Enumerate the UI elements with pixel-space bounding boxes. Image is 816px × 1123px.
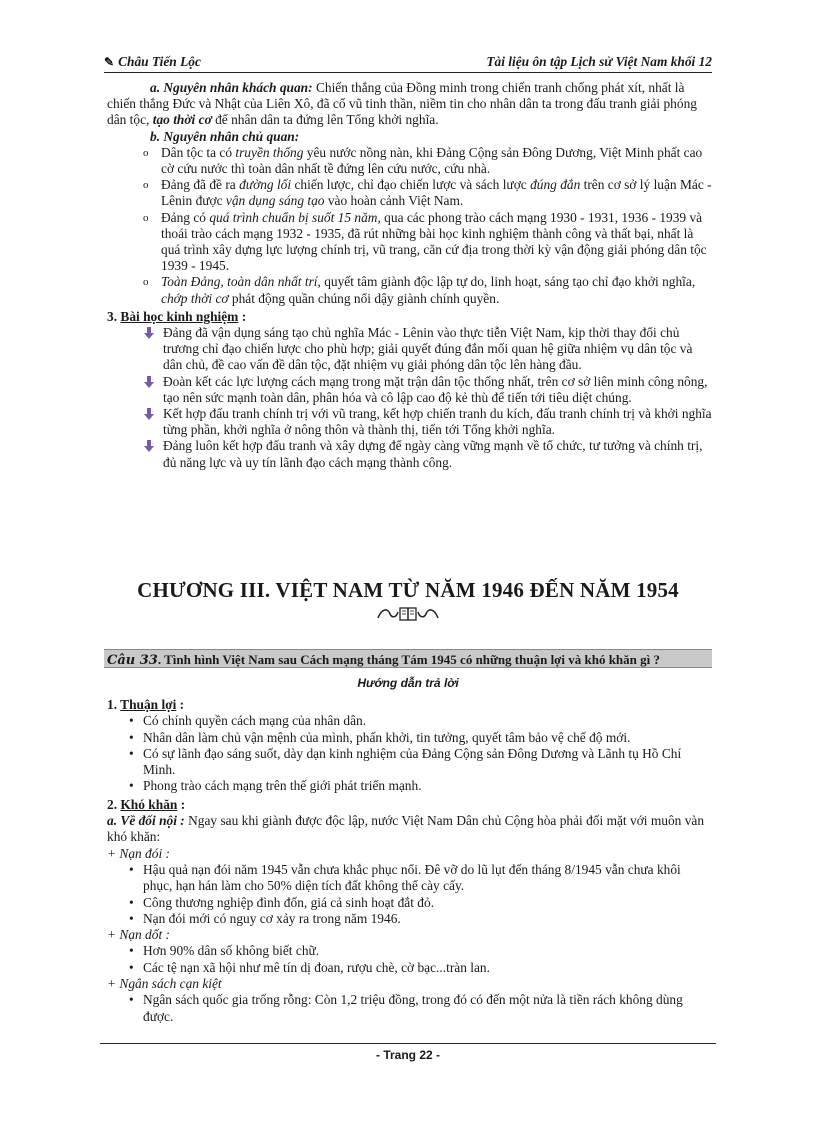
list-item: • Nhân dân làm chủ vận mệnh của mình, phấn khởi, tin tưởng, quyết tâm bảo vệ chế độ mới. xyxy=(107,730,713,746)
author-name: Châu Tiến Lộc xyxy=(118,54,201,69)
list-item: • Có chính quyền cách mạng của nhân dân. xyxy=(107,713,713,729)
arrow-down-icon xyxy=(143,376,155,388)
list-item: • Công thương nghiệp đình đốn, giá cả sinh hoạt đắt đỏ. xyxy=(107,895,713,911)
list-item: • Ngân sách quốc gia trống rỗng: Còn 1,2 triệu đồng, trong đó có đến một nửa là tiền rách không dùng được. xyxy=(107,992,713,1025)
arrow-down-icon xyxy=(143,440,155,452)
list-item: o Dân tộc ta có truyền thống yêu nước nồng nàn, khi Đảng Cộng sản Đông Dương, Việt Minh phất cao cờ cứu nước thì toàn dân nhất tề đứng lên cứu nước, cứu nhà. xyxy=(143,144,703,177)
list-item: Kết hợp đấu tranh chính trị với vũ trang, kết hợp chiến tranh du kích, đấu tranh chính trị và khởi nghĩa từng phần, khởi nghĩa ở nông thôn và thành thị, tiến tới Tổng khởi nghĩa. xyxy=(107,406,713,438)
book-ornament-icon xyxy=(0,606,816,627)
answer-section xyxy=(107,695,713,1025)
list-item: Đảng luôn kết hợp đấu tranh và xây dựng để ngày càng vững mạnh về tổ chức, tư tưởng và chính trị, đủ năng lực và uy tín lãnh đạo cách mạng thành công. xyxy=(107,438,713,470)
circle-bullet-icon: o xyxy=(143,211,149,224)
pen-icon: ✎ xyxy=(104,54,115,69)
list-item: o Toàn Đảng, toàn dân nhất trí, quyết tâm giành độc lập tự do, linh hoạt, sáng tạo chỉ đạo khởi nghĩa, chớp thời cơ phát động quần chúng nổi dậy giành chính quyền. xyxy=(143,274,696,306)
answer-guide-label: Hướng dẫn trả lời xyxy=(357,676,459,690)
lessons-list xyxy=(107,325,713,471)
arrow-down-icon xyxy=(143,327,155,339)
budget-label: + Ngân sách cạn kiệt xyxy=(107,976,222,992)
list-item: Đoàn kết các lực lượng cách mạng trong mặt trận dân tộc thống nhất, trên cơ sở liên minh công nông, tạo nên sức mạnh toàn dân, phân hóa và cô lập cao độ kẻ thù để tiến tới tiêu diệt chúng. xyxy=(107,374,713,406)
budget-list xyxy=(107,992,713,1025)
chapter-title: CHƯƠNG III. VIỆT NAM TỪ NĂM 1946 ĐẾN NĂM 1954 xyxy=(137,578,679,602)
difficulties-heading: 2. Khó khăn : xyxy=(107,796,186,812)
list-item: Đảng đã vận dụng sáng tạo chủ nghĩa Mác - Lênin vào thực tiễn Việt Nam, kịp thời thay đổi chủ trương chỉ đạo chiến lược cho phù hợp; giải quyết đúng đắn mối quan hệ giữa nhiệm vụ dân tộc và dân chủ, đề cao vấn đề dân tộc, đặt nhiệm vụ giải phóng dân tộc lên hàng đầu. xyxy=(107,325,713,374)
objective-cause-paragraph: a. Nguyên nhân khách quan: Chiến thắng của Đồng minh trong chiến tranh chống phát xít, nhất là chiến thắng Đức và Nhật của Liên Xô, đã cổ vũ tinh thần, niềm tin cho nhân dân ta trong đấu tranh giải phóng dân tộc, tạo thời cơ để nhân dân ta đứng lên Tổng khởi nghĩa. xyxy=(107,80,697,128)
famine-label: + Nạn đói : xyxy=(107,845,170,861)
page-number: - Trang 22 - xyxy=(375,1048,440,1062)
subjective-cause-heading: b. Nguyên nhân chủ quan: xyxy=(150,128,300,144)
advantages-heading: 1. Thuận lợi : xyxy=(107,697,185,712)
subjective-cause-list xyxy=(107,145,713,307)
question-text: . Tình hình Việt Nam sau Cách mạng tháng Tám 1945 có những thuận lợi và khó khăn gì ? xyxy=(157,652,661,667)
circle-bullet-icon: o xyxy=(143,146,149,159)
famine-list xyxy=(107,862,713,927)
circle-bullet-icon: o xyxy=(143,276,149,289)
list-item: • Phong trào cách mạng trên thế giới phát triển mạnh. xyxy=(107,778,713,794)
list-item: • Có sự lãnh đạo sáng suốt, dày dạn kinh nghiệm của Đảng Cộng sản Đông Dương và Lãnh tụ Hồ Chí Minh. xyxy=(107,746,713,779)
lessons-heading: 3. Bài học kinh nghiệm : xyxy=(107,308,247,324)
page-footer xyxy=(100,1043,716,1062)
list-item: • Các tệ nạn xã hội như mê tín dị đoan, rượu chè, cờ bạc...tràn lan. xyxy=(107,960,713,976)
list-item: • Hơn 90% dân số không biết chữ. xyxy=(107,943,713,959)
page-header xyxy=(104,50,712,73)
list-item: o Đảng đã đề ra đường lối chiến lược, chỉ đạo chiến lược và sách lược đúng đắn trên cơ sở lý luận Mác - Lênin được vận dụng sáng tạo vào hoàn cảnh Việt Nam. xyxy=(143,177,712,209)
illiteracy-list xyxy=(107,943,713,976)
document-title: Tài liệu ôn tập Lịch sử Việt Nam khối 12 xyxy=(486,54,712,69)
arrow-down-icon xyxy=(143,408,155,420)
illiteracy-label: + Nạn dốt : xyxy=(107,927,170,943)
question-bar xyxy=(104,649,712,668)
advantages-list xyxy=(107,713,713,794)
question-label: Câu 33 xyxy=(107,653,158,668)
list-item: • Nạn đói mới có nguy cơ xảy ra trong năm 1946. xyxy=(107,911,713,927)
list-item: o Đảng có quá trình chuẩn bị suốt 15 năm, qua các phong trào cách mạng 1930 - 1931, 1936 - 1939 và thoái trào cách mạng 1932 - 1935, đã rút những bài học kinh nghiệm thành công và thất bại, nhất là quá trình xây dựng lực lượng chính trị, vũ trang, căn cứ địa trong thời kỳ vận động giải phóng dân tộc 1939 - 1945. xyxy=(143,209,707,274)
list-item: • Hậu quả nạn đói năm 1945 vẫn chưa khắc phục nổi. Đê vỡ do lũ lụt đến tháng 8/1945 vẫn chưa khôi phục, hạn hán làm cho 50% diện tích đất không thể cày cấy. xyxy=(107,862,713,895)
domestic-paragraph: a. Về đối nội : Ngay sau khi giành được độc lập, nước Việt Nam Dân chủ Cộng hòa phải đối mặt với muôn vàn khó khăn: xyxy=(107,813,705,845)
circle-bullet-icon: o xyxy=(143,179,149,192)
causes-section xyxy=(107,80,713,471)
